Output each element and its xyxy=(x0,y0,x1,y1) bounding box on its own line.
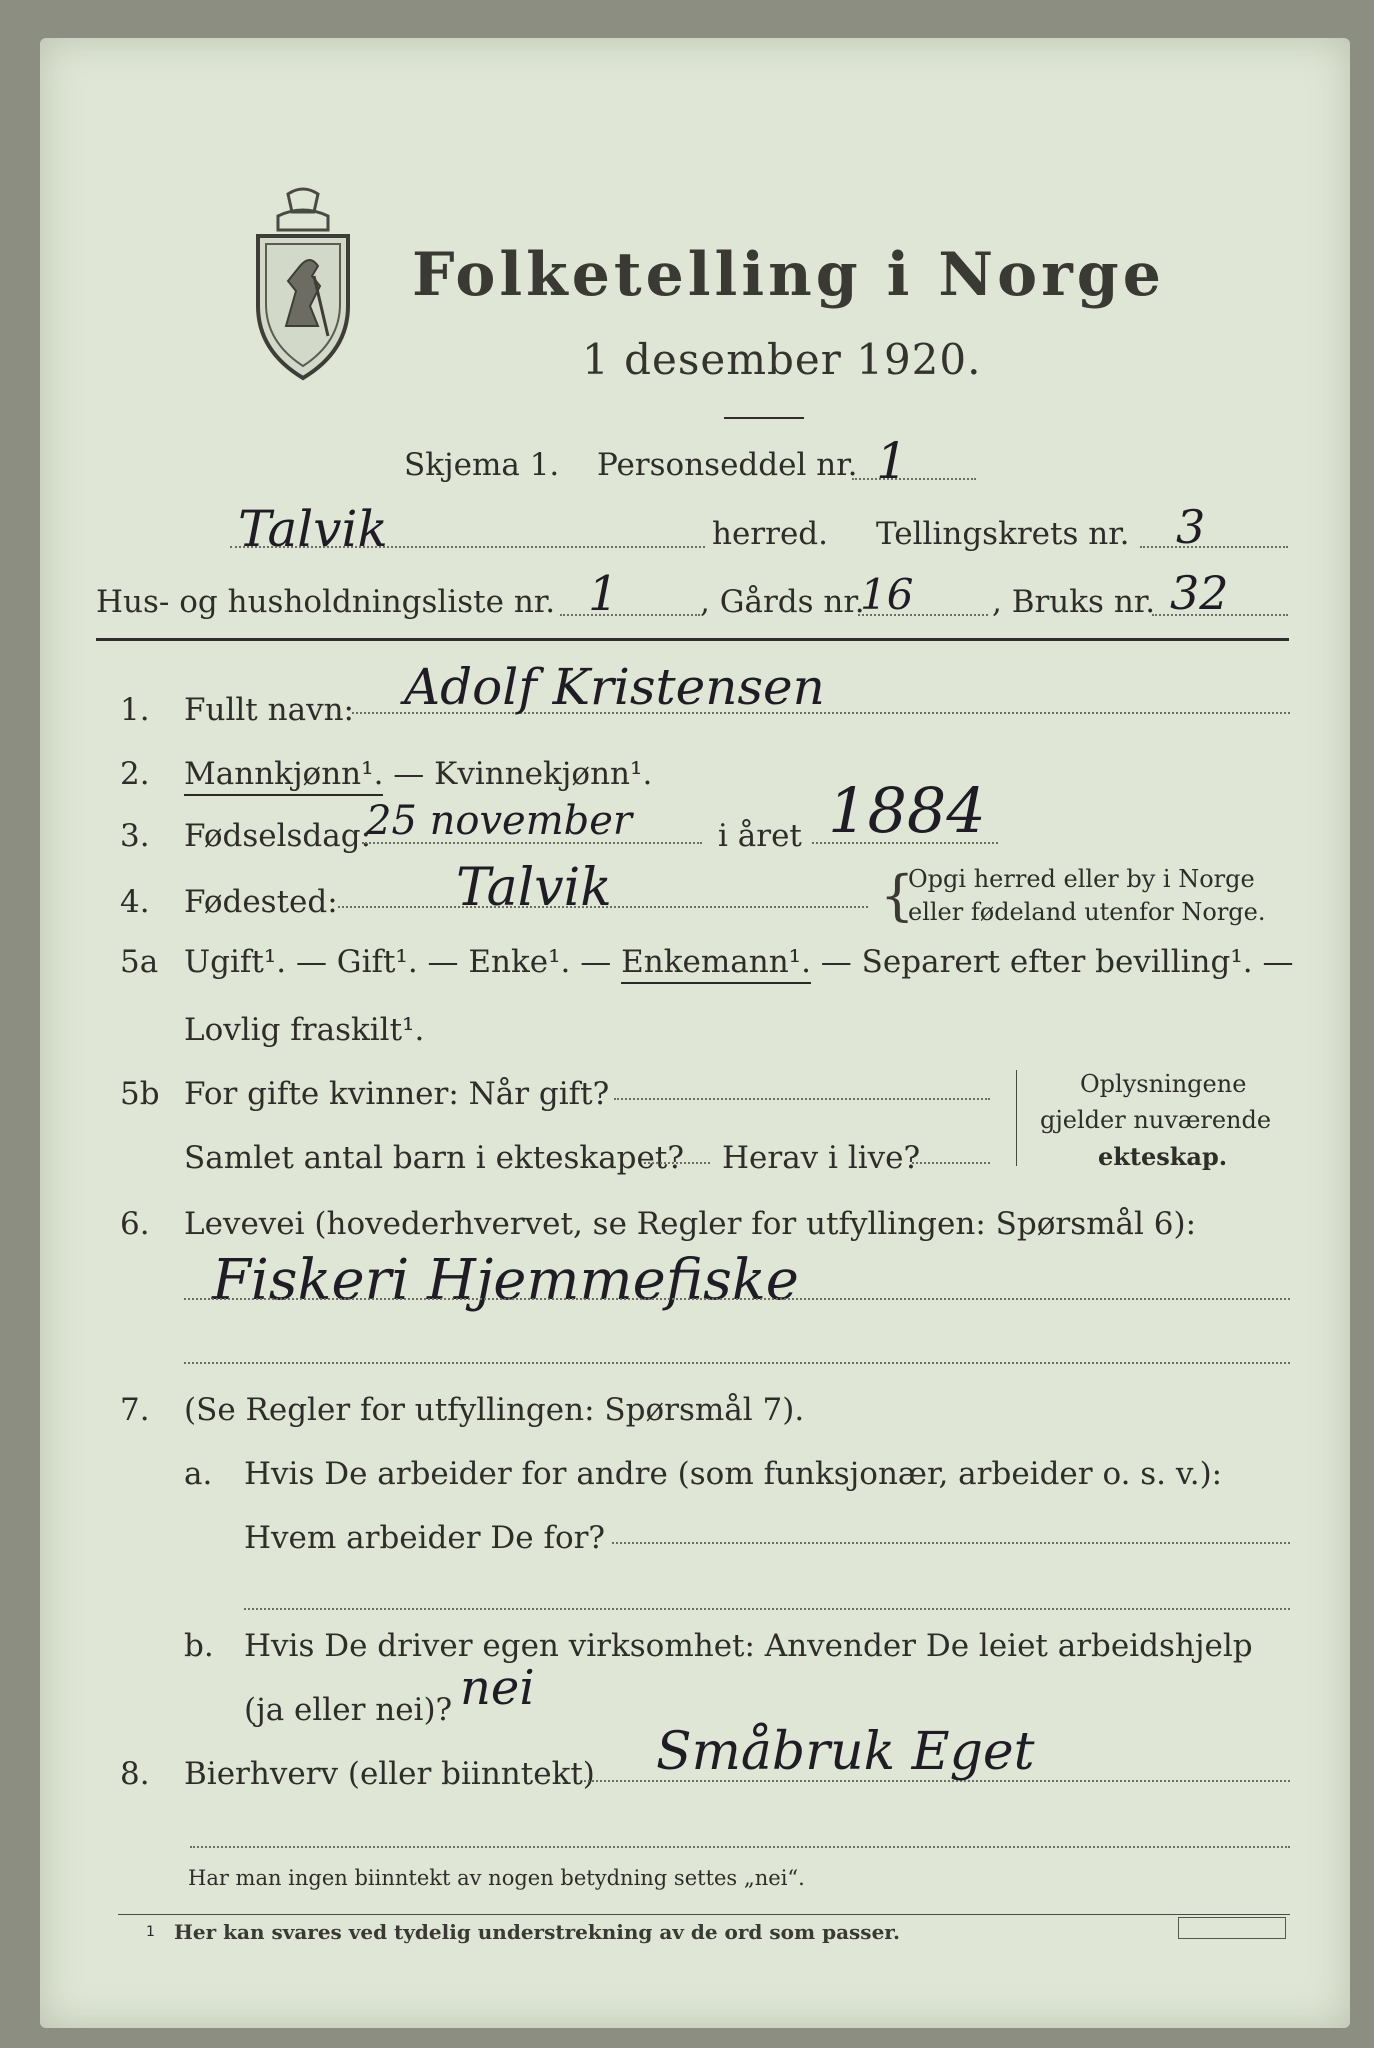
q5b-note-bracket xyxy=(1016,1070,1017,1166)
herred-label: herred. xyxy=(712,516,828,552)
gards-label: , Gårds nr. xyxy=(700,584,865,620)
q5b-note-line1: Oplysningene xyxy=(1080,1070,1247,1098)
q1-label: Fullt navn: xyxy=(184,692,354,728)
q6-label: Levevei (hovederhvervet, se Regler for utfyllingen: Spørsmål 6): xyxy=(184,1206,1197,1242)
q7a-line2: Hvem arbeider De for? xyxy=(244,1520,606,1556)
q5b-children-field xyxy=(644,1162,710,1164)
q3-birthday-value: 25 november xyxy=(366,798,633,844)
q7b-letter: b. xyxy=(184,1628,214,1664)
herred-field xyxy=(230,546,705,548)
printer-stamp xyxy=(1178,1917,1286,1939)
footer-note: Har man ingen biinntekt av nogen betydning settes „nei“. xyxy=(188,1866,805,1890)
q2-gender xyxy=(184,756,652,792)
q7a-letter: a. xyxy=(184,1456,213,1492)
q5b-children-label: Samlet antal barn i ekteskapet? xyxy=(184,1140,684,1176)
tellingskrets-label: Tellingskrets nr. xyxy=(876,516,1130,552)
header-rule xyxy=(96,638,1289,641)
q6-occupation-value: Fiskeri Hjemmefiske xyxy=(212,1248,799,1313)
census-date: 1 desember 1920. xyxy=(582,335,982,384)
q3-number: 3. xyxy=(120,818,150,854)
q2-kvinne: Kvinnekjønn¹. xyxy=(434,756,653,792)
q7b-value: nei xyxy=(460,1660,535,1716)
q6-number: 6. xyxy=(120,1206,150,1242)
q4-note-line1: Opgi herred eller by i Norge xyxy=(908,865,1255,893)
gards-value: 16 xyxy=(860,570,914,619)
q2-number: 2. xyxy=(120,756,150,792)
q4-note-line2: eller fødeland utenfor Norge. xyxy=(908,898,1266,926)
norwegian-coat-of-arms-icon xyxy=(248,186,358,386)
q8-field-line2 xyxy=(190,1846,1290,1848)
q7-label: (Se Regler for utfyllingen: Spørsmål 7). xyxy=(184,1392,805,1428)
q5a-options-c: — Separert efter bevilling¹. — xyxy=(810,944,1294,980)
husliste-label: Hus- og husholdningsliste nr. xyxy=(96,584,556,620)
skjema-label: Skjema 1. xyxy=(404,447,560,483)
q5b-note-line2: gjelder nuværende xyxy=(1040,1106,1272,1134)
husliste-value: 1 xyxy=(588,566,619,622)
q2-separator: — xyxy=(383,756,435,792)
husliste-field xyxy=(560,614,700,616)
title-divider xyxy=(724,417,804,419)
q4-number: 4. xyxy=(120,884,150,920)
q5a-enkemann-selected: Enkemann¹. xyxy=(621,944,811,984)
q7a-line1: Hvis De arbeider for andre (som funksjonær, arbeider o. s. v.): xyxy=(244,1456,1223,1492)
q7a-field-line1 xyxy=(612,1542,1290,1544)
q5b-alive-label: Herav i live? xyxy=(722,1140,921,1176)
q2-mann-selected: Mannkjønn¹. xyxy=(184,756,383,796)
q3-year-value: 1884 xyxy=(828,774,986,847)
q5a-status xyxy=(184,944,1293,980)
q5b-note-line3: ekteskap. xyxy=(1098,1142,1228,1171)
q5b-married-field xyxy=(614,1098,990,1100)
tellingskrets-value: 3 xyxy=(1176,500,1206,554)
q8-label: Bierhverv (eller biinntekt) xyxy=(184,1756,595,1792)
q6-field-line2 xyxy=(184,1362,1290,1364)
q1-value-full-name: Adolf Kristensen xyxy=(404,658,825,716)
q7-number: 7. xyxy=(120,1392,150,1428)
footnote-text: Her kan svares ved tydelig understrekning av de ord som passer. xyxy=(174,1920,900,1944)
herred-value: Talvik xyxy=(238,500,388,558)
bruks-label: , Bruks nr. xyxy=(992,584,1156,620)
personseddel-label: Personseddel nr. xyxy=(597,447,858,483)
form-title: Folketelling i Norge xyxy=(412,240,1165,310)
q1-number: 1. xyxy=(120,692,150,728)
personseddel-value: 1 xyxy=(876,432,908,490)
tellingskrets-field xyxy=(1140,546,1288,548)
q8-number: 8. xyxy=(120,1756,150,1792)
q5b-line1: For gifte kvinner: Når gift? xyxy=(184,1076,610,1112)
q7a-field-line2 xyxy=(244,1608,1290,1610)
q4-brace: { xyxy=(880,864,915,927)
q3-year-label: i året xyxy=(718,818,802,854)
q5b-number: 5b xyxy=(120,1076,160,1112)
bruks-value: 32 xyxy=(1170,566,1229,620)
q5b-alive-field xyxy=(912,1162,990,1164)
q4-label: Fødested: xyxy=(184,884,338,920)
personseddel-field xyxy=(852,478,976,480)
q5a-line2: Lovlig fraskilt¹. xyxy=(184,1012,425,1048)
q5a-number: 5a xyxy=(120,944,159,980)
q3-label: Fødselsdag: xyxy=(184,818,372,854)
footnote-mark: 1 xyxy=(146,1924,155,1940)
q7b-line1: Hvis De driver egen virksomhet: Anvender De leiet arbeidshjelp xyxy=(244,1628,1253,1664)
q7b-line2: (ja eller nei)? xyxy=(244,1692,453,1728)
q4-birthplace-value: Talvik xyxy=(456,858,612,918)
footer-rule xyxy=(118,1914,1290,1915)
q6-field-line1 xyxy=(184,1298,1290,1300)
q5a-options-a: Ugift¹. — Gift¹. — Enke¹. — xyxy=(184,944,622,980)
q8-side-income-value: Småbruk Eget xyxy=(656,1722,1035,1782)
